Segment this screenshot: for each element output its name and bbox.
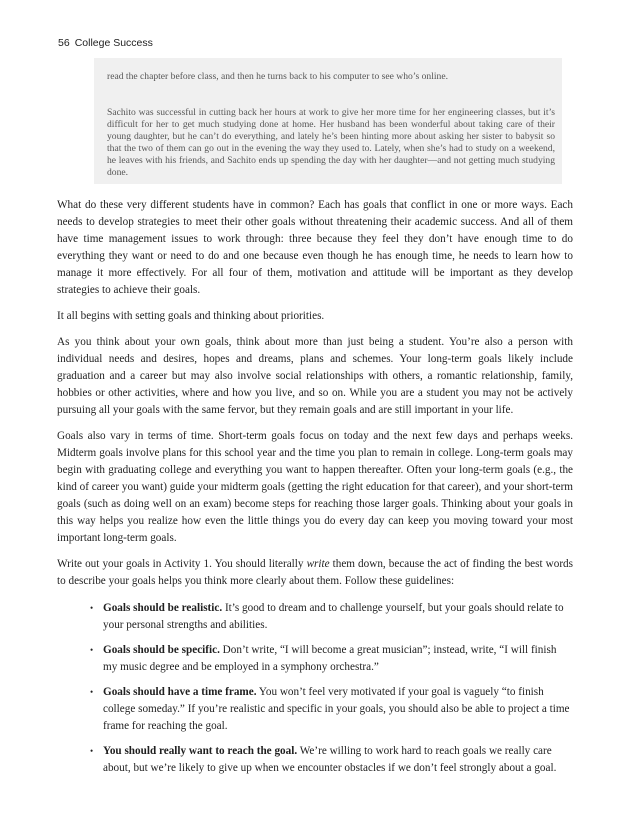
case-study-paragraph-sachito: Sachito was successful in cutting back her hours at work to give her more time for her engineering classes, but it’s difficult for her to get much studying done at home. Her husband has been wonderful about taking care of their young daughter, but he can’t do everything, and lately he’s been hinting more about asking her sister to babysit so that the two of them can go out in the evening the way they used to. Lately, when she’s had to study on a weekend, he leaves with his friends, and Sachito ends up spending the day with her daughter—and not getting much studying done.: [107, 107, 555, 179]
guideline-text: We’re willing to work hard to reach goals we really care about, but we’re likely to give up when we encounter obstacles if we don’t feel strongly about a goal.: [103, 745, 557, 774]
list-item: [57, 684, 573, 735]
bullet-icon: •: [90, 645, 94, 655]
guideline-title: You should really want to reach the goal.: [103, 745, 298, 757]
paragraph: Goals also vary in terms of time. Short-term goals focus on today and the next few days and perhaps weeks. Midterm goals involve plans for this school year and the time you plan to remain in college. Long-term goals may begin with graduating college and everything you want to happen thereafter. Often your long-term goals (e.g., the kind of career you want) guide your midterm goals (getting the right education for that career), and your short-term goals (such as doing well on an exam) become steps for reaching those larger goals. Thinking about your goals in this way helps you realize how even the little things you do every day can keep you moving toward your most important long-term goals.: [57, 430, 574, 544]
guideline-title: Goals should have a time frame.: [103, 686, 257, 698]
list-item: [57, 642, 573, 676]
bullet-icon: •: [90, 687, 94, 697]
main-text: [57, 197, 573, 785]
book-title: College Success: [74, 37, 153, 49]
paragraph: It all begins with setting goals and thinking about priorities.: [57, 310, 325, 322]
guideline-text: It’s good to dream and to challenge yourself, but your goals should relate to your personal strengths and abilities.: [103, 602, 564, 631]
guideline-title: Goals should be realistic.: [103, 602, 223, 614]
list-item: [57, 743, 573, 777]
guideline-text: You won’t feel very motivated if your goal is vaguely “to finish college someday.” If you’re realistic and specific in your goals, you should also be able to project a time frame for reaching the goal.: [103, 686, 570, 732]
emphasis-write: write: [306, 558, 330, 570]
running-head: [58, 37, 153, 49]
paragraph-guidelines-intro: Write out your goals in Activity 1. You should literally write them down, because the act of finding the best words to describe your goals helps you think more clearly about them. Follow these guidelines:: [57, 558, 573, 587]
page-number: 56: [58, 37, 70, 49]
bullet-icon: •: [90, 603, 94, 613]
bullet-icon: •: [90, 746, 94, 756]
paragraph: As you think about your own goals, think about more than just being a student. You’re also a person with individual needs and desires, hopes and dreams, plans and schemes. Your long-term goals likely include graduation and a career but may also involve social relationships with others, a romantic relationship, family, hobbies or other activities, where and how you live, and so on. While you are a student you may not be actively pursuing all your goals with the same fervor, but they remain goals and are still important in your life.: [57, 336, 573, 416]
guidelines-list: [57, 600, 573, 777]
list-item: [57, 600, 573, 634]
paragraph: What do these very different students have in common? Each has goals that conflict in one or more ways. Each needs to develop strategies to meet their other goals without threatening their academic success. And all of them have time management issues to work through: three because they feel they don’t have enough time to do everything they want or need to do and one because even though he has enough time, he needs to learn how to manage it more effectively. For all four of them, motivation and attitude will be important as they develop strategies to achieve their goals.: [57, 199, 573, 296]
guideline-text: Don’t write, “I will become a great musician”; instead, write, “I will finish my music degree and be employed in a symphony orchestra.”: [103, 644, 557, 673]
guideline-title: Goals should be specific.: [103, 644, 220, 656]
case-study-box: [94, 58, 562, 184]
case-study-paragraph: read the chapter before class, and then he turns back to his computer to see who’s online.: [107, 71, 448, 82]
